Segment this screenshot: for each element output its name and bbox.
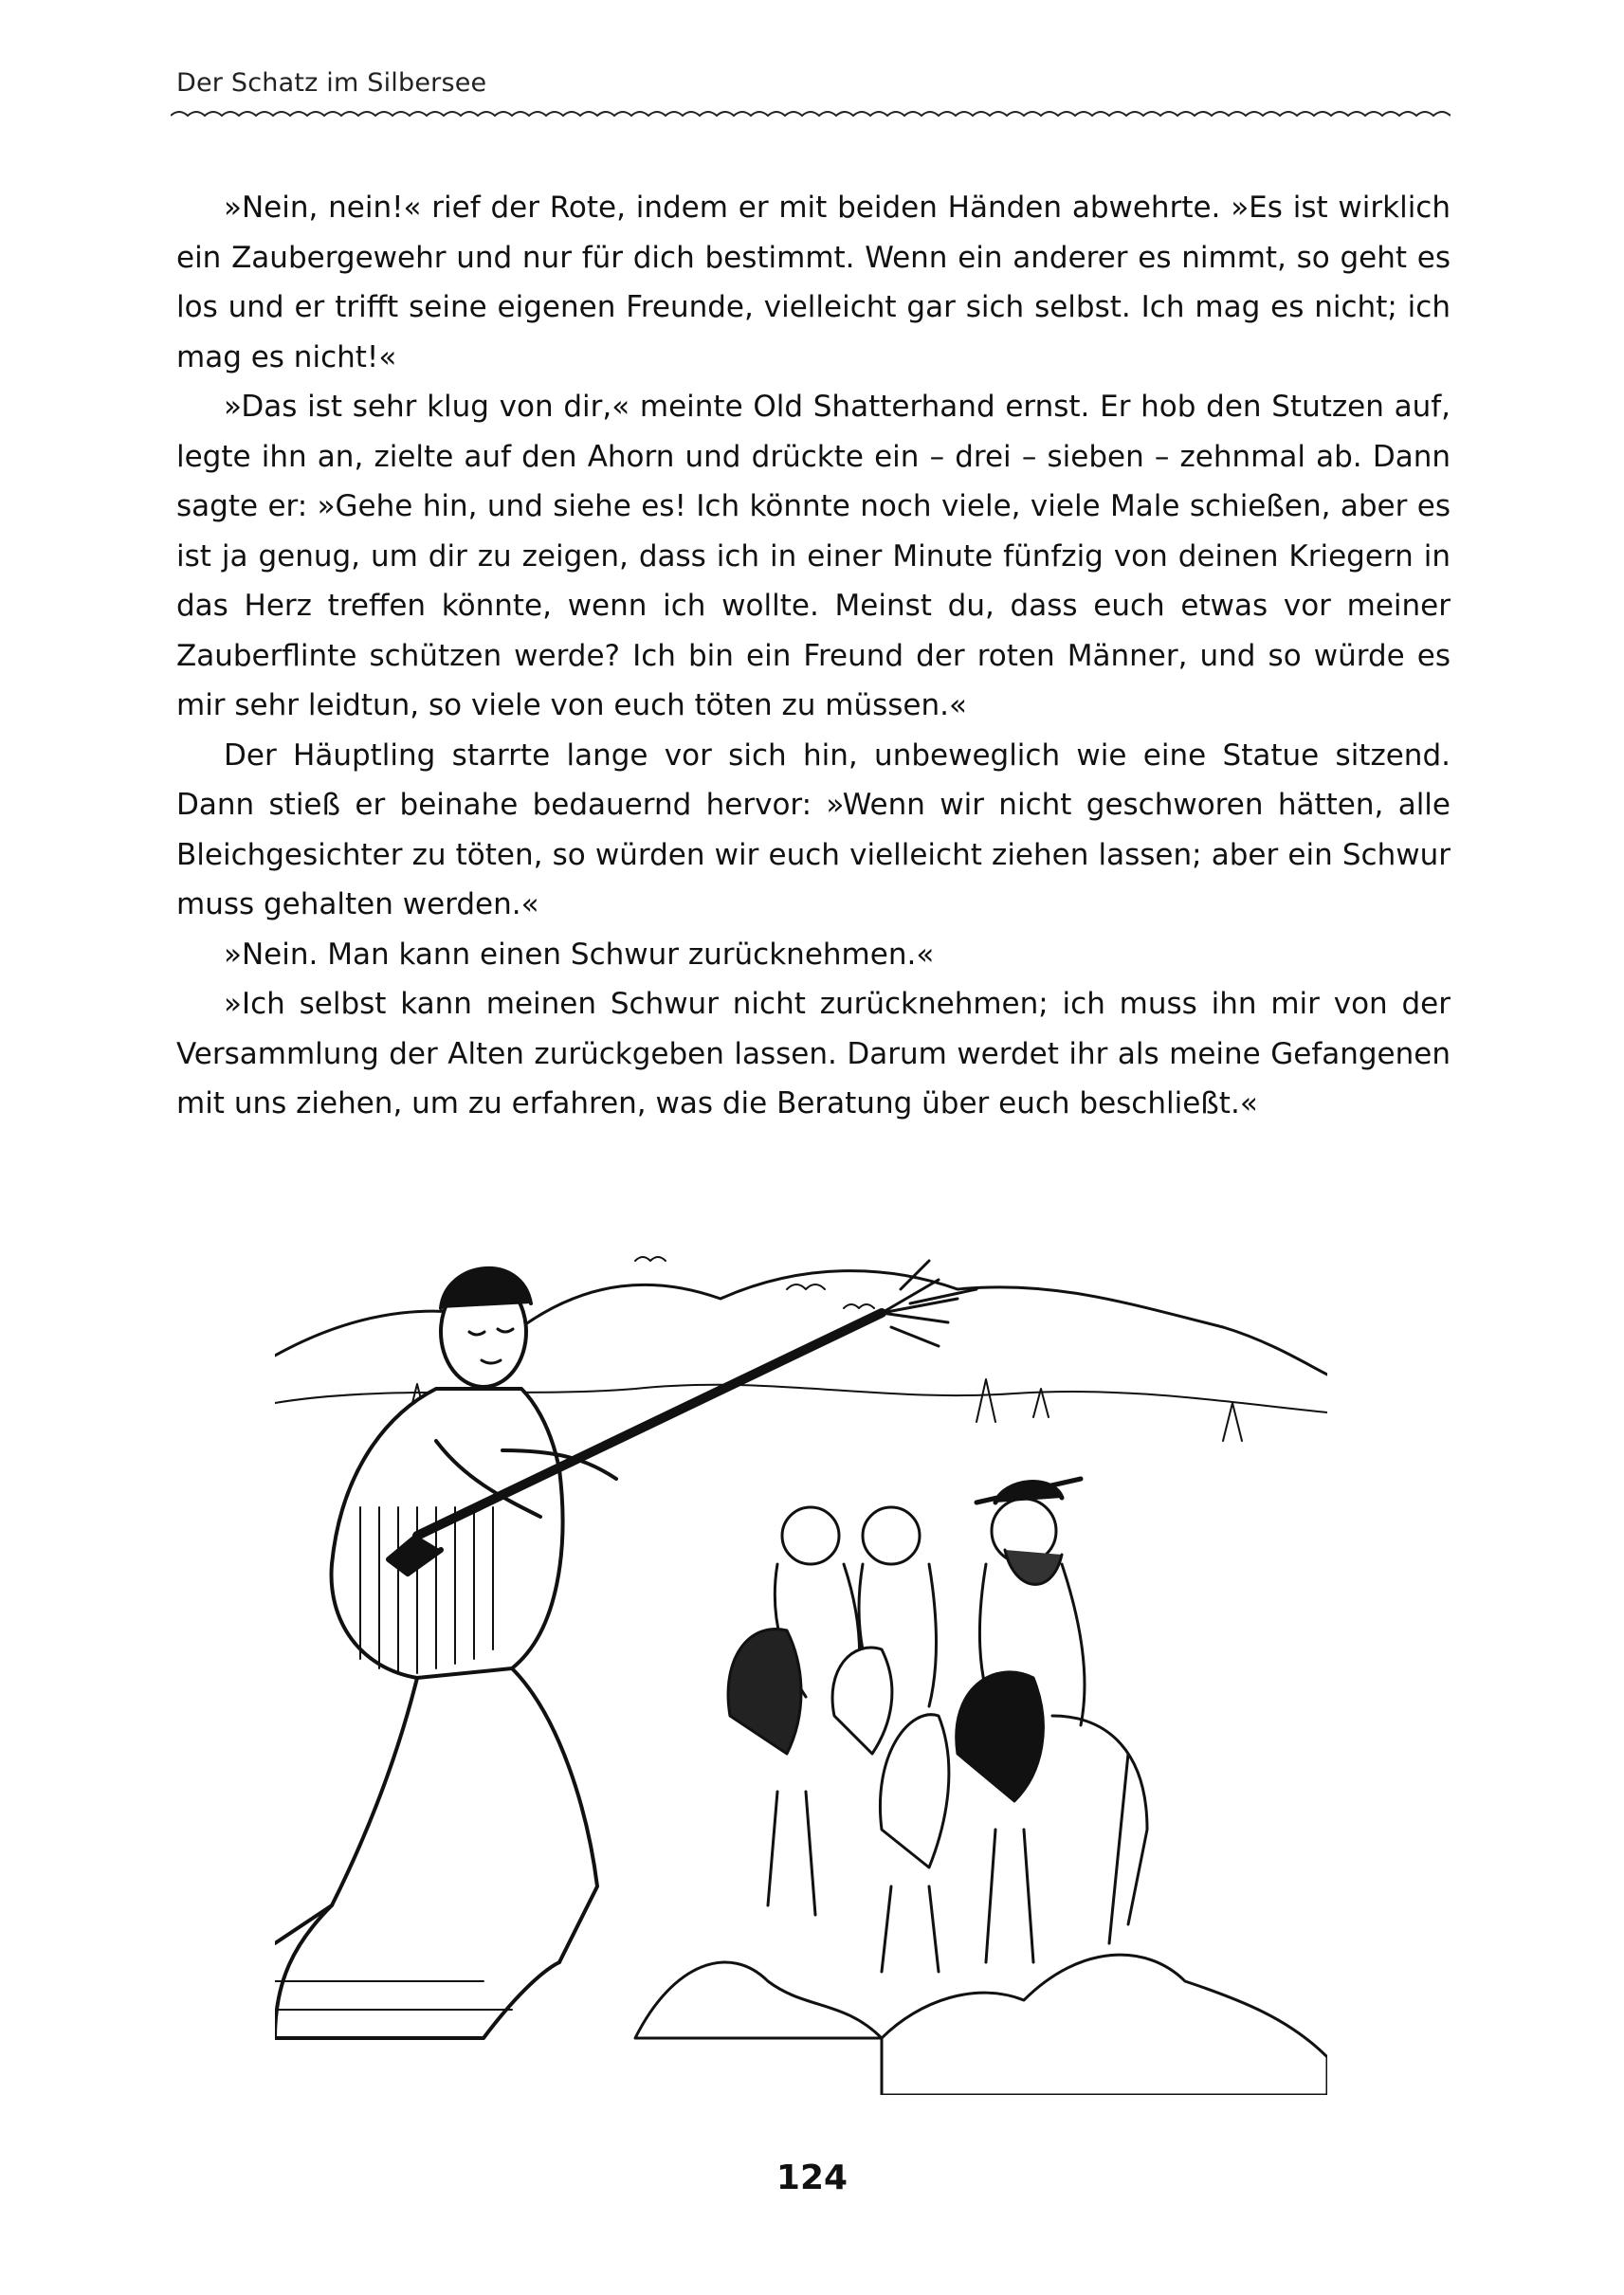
body-text	[176, 183, 1451, 1129]
horse-head	[728, 1629, 801, 1754]
paragraph: Der Häuptling starrte lange vor sich hin, unbeweglich wie eine Statue sitzend. Dann stieß er beinahe bedauernd hervor: »Wenn wir nicht geschworen hätten, alle Bleichgesichter zu töten, so würden wir euch vielleicht ziehen lassen; aber ein Schwur muss gehalten werden.«	[176, 738, 1451, 921]
page-number: 124	[776, 2158, 848, 2197]
paragraph: »Das ist sehr klug von dir,« meinte Old Shatterhand ernst. Er hob den Stutzen auf, legte ihn an, zielte auf den Ahorn und drückte ein – drei – sieben – zehnmal ab. Dann sagte er: »Gehe hin, und siehe es! Ich könnte noch viele, viele Male schießen, aber es ist ja genug, um dir zu zeigen, dass ich in einer Minute fünfzig von deinen Kriegern in das Herz treffen könnte, wenn ich wollte. Meinst du, dass euch etwas vor meiner Zauberflinte schützen werde? Ich bin ein Freund der roten Männer, und so würde es mir sehr leidtun, so viele von euch töten zu müssen.«	[176, 390, 1451, 722]
horse-head	[957, 1672, 1044, 1801]
wavy-header-rule	[171, 107, 1451, 124]
running-head-title: Der Schatz im Silbersee	[176, 68, 487, 98]
horse-head	[832, 1648, 892, 1754]
horse-head	[880, 1715, 948, 1867]
paragraph: »Nein, nein!« rief der Rote, indem er mit beiden Händen abwehrte. »Es ist wirklich ein Zaubergewehr und nur für dich bestimmt. Wenn ein anderer es nimmt, so geht es los und er trifft seine eigenen Freunde, vielleicht gar sich selbst. Ich mag es nicht; ich mag es nicht!«	[176, 191, 1451, 374]
paragraph: »Ich selbst kann meinen Schwur nicht zurücknehmen; ich muss ihn mir von der Versammlung der Alten zurückgeben lassen. Darum werdet ihr als meine Gefangenen mit uns ziehen, um zu erfahren, was die Beratung über euch beschließt.«	[176, 987, 1451, 1120]
paragraph: »Nein. Man kann einen Schwur zurücknehmen.«	[224, 937, 935, 972]
illustration-rifleman-and-riders	[275, 1223, 1327, 2095]
riders-group	[635, 1479, 1327, 2095]
